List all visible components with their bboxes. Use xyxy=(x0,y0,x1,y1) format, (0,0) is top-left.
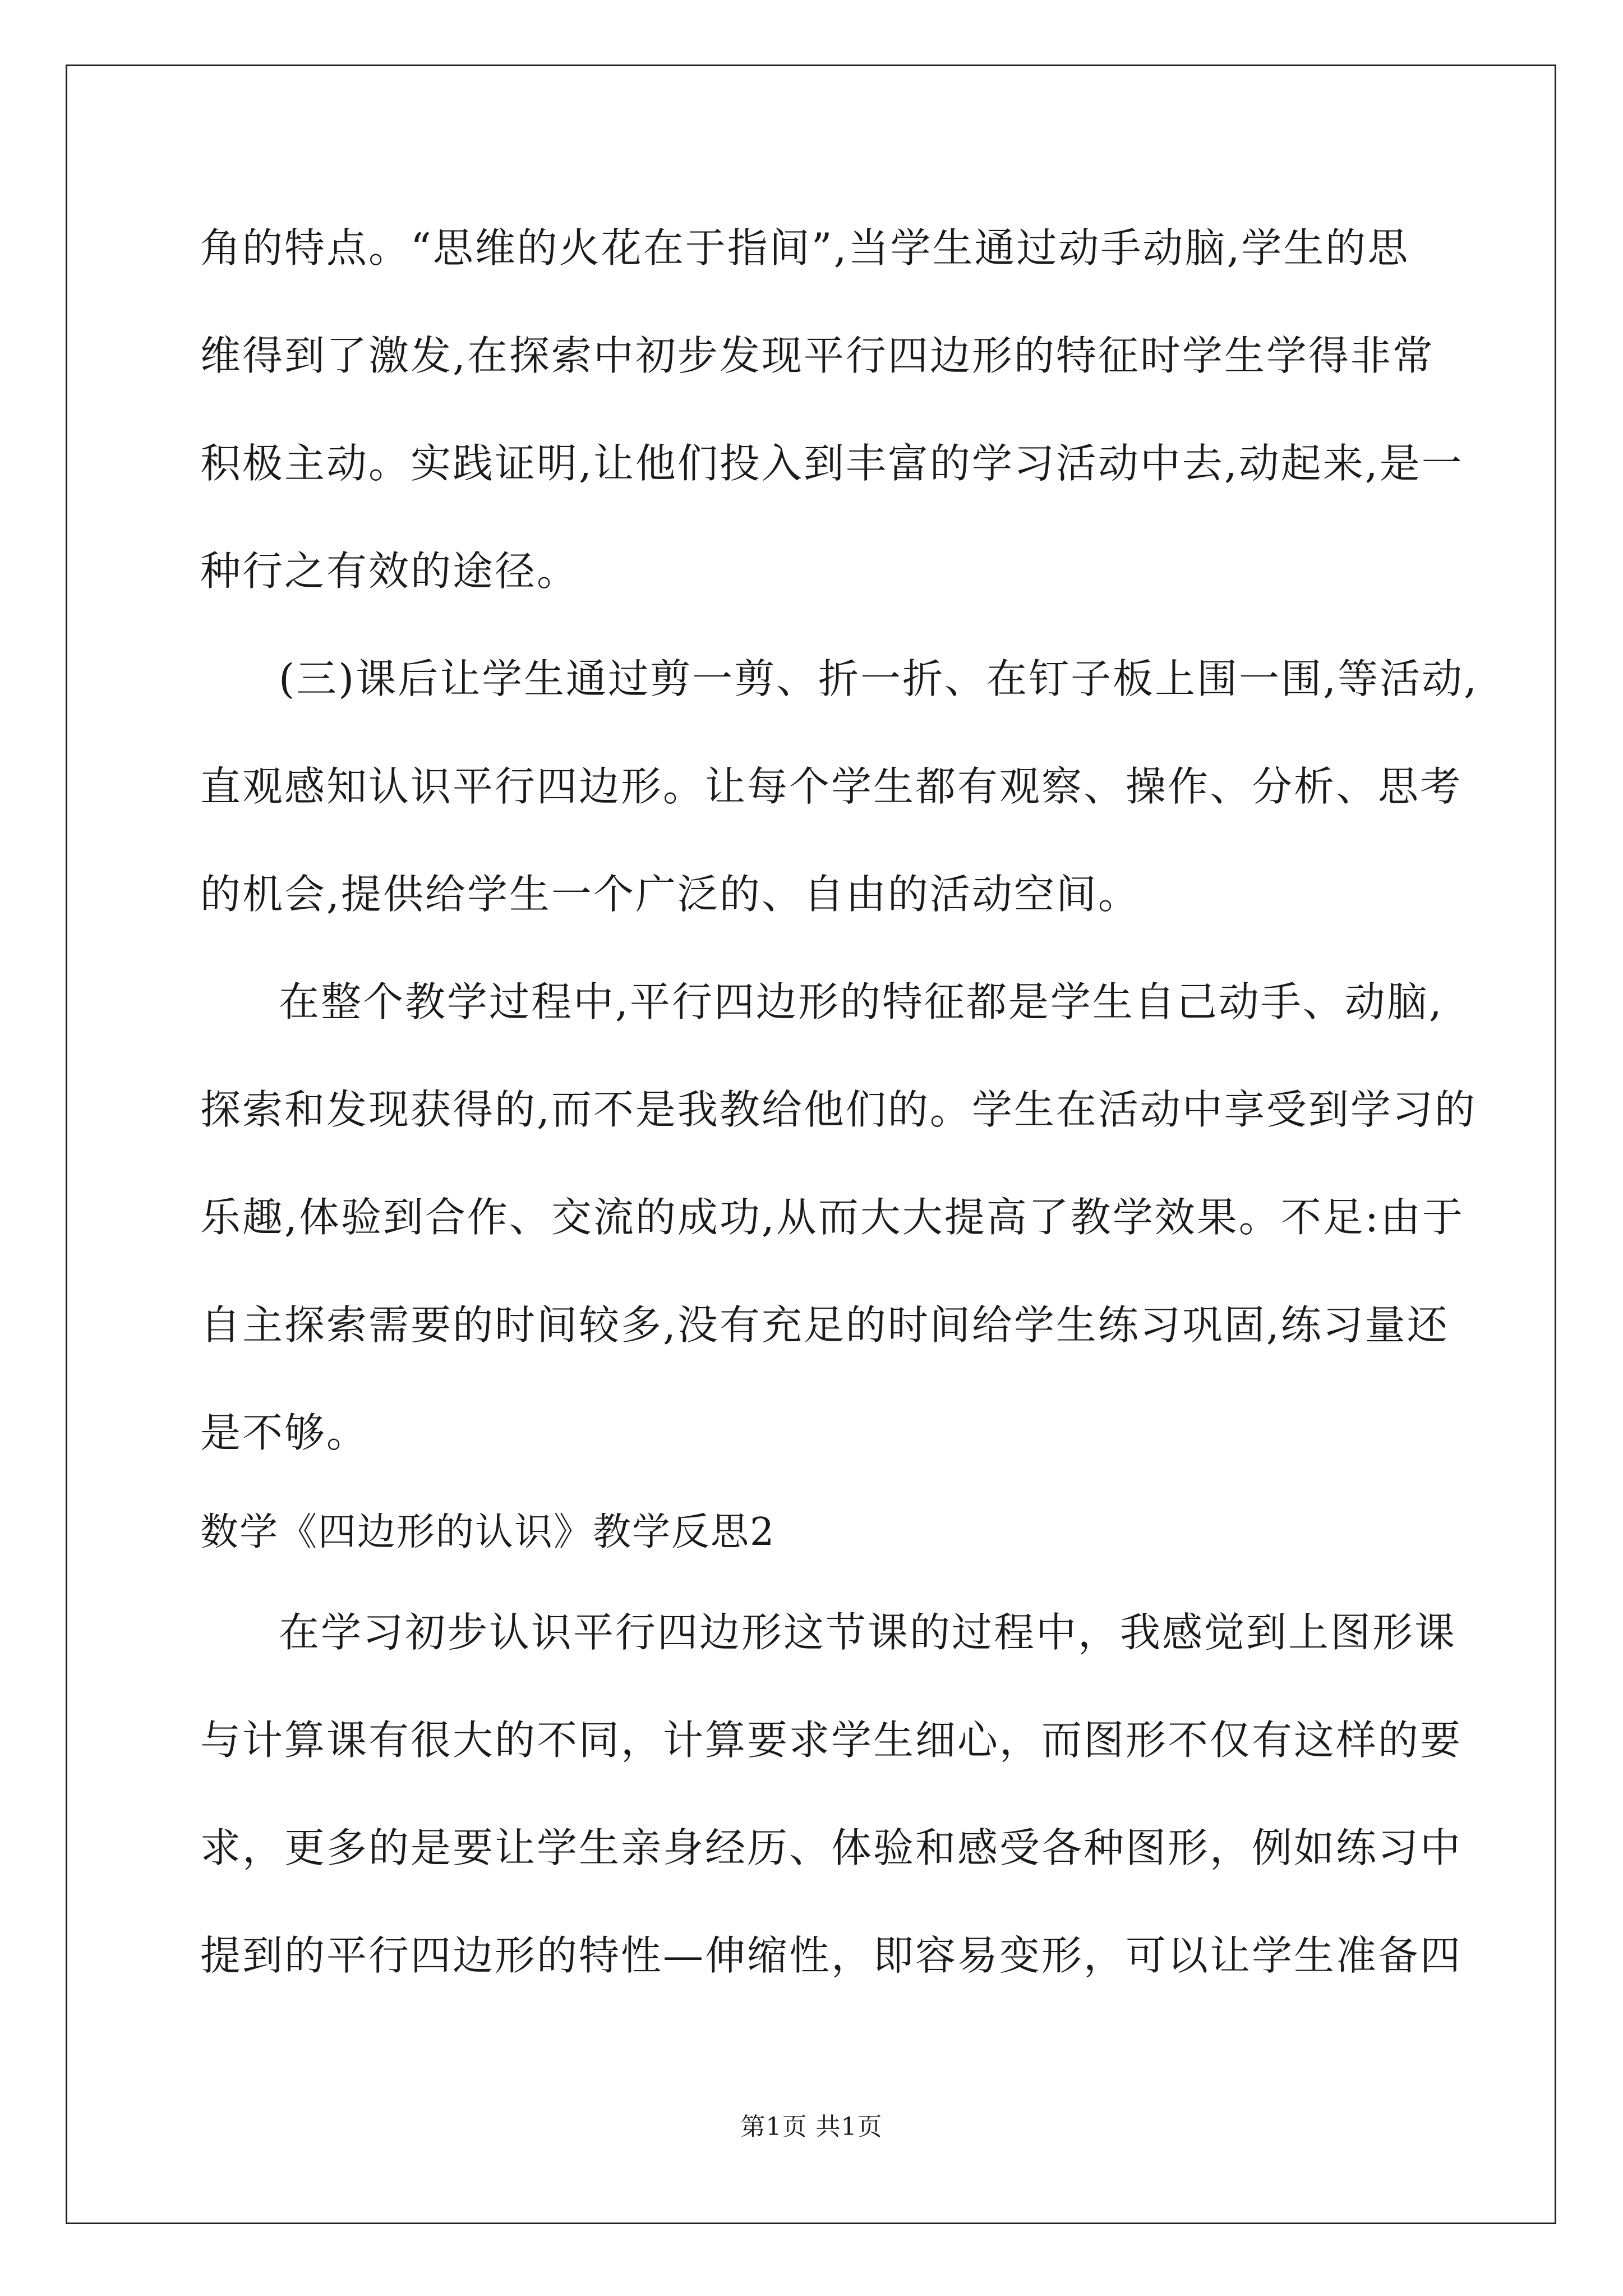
text-line: 积极主动。实践证明,让他们投入到丰富的学习活动中去,动起来,是一 xyxy=(200,440,1464,487)
text-line: 种行之有效的途径。 xyxy=(200,547,579,595)
paragraph-start-line: (三)课后让学生通过剪一剪、折一折、在钉子板上围一围,等活动, xyxy=(279,655,1478,702)
text-line: 的机会,提供给学生一个广泛的、自由的活动空间。 xyxy=(200,871,1140,918)
text-line: 探索和发现获得的,而不是我教给他们的。学生在活动中享受到学习的 xyxy=(200,1086,1477,1133)
paragraph-start-line: 在整个教学过程中,平行四边形的特征都是学生自己动手、动脑, xyxy=(279,978,1444,1025)
text-line: 是不够。 xyxy=(200,1409,369,1456)
text-line: 与计算课有很大的不同，计算要求学生细心，而图形不仅有这样的要 xyxy=(200,1717,1463,1764)
section-heading: 数学《四边形的认识》教学反思2 xyxy=(200,1510,776,1554)
paragraph-start-line: 在学习初步认识平行四边形这节课的过程中，我感觉到上图形课 xyxy=(279,1609,1457,1656)
page-border xyxy=(66,65,1556,2224)
text-line: 求，更多的是要让学生亲身经历、体验和感受各种图形，例如练习中 xyxy=(200,1824,1463,1871)
text-line: 提到的平行四边形的特性—伸缩性，即容易变形，可以让学生准备四 xyxy=(200,1932,1463,1979)
text-line: 直观感知认识平行四边形。让每个学生都有观察、操作、分析、思考 xyxy=(200,763,1463,810)
text-line: 角的特点。“思维的火花在于指间”,当学生通过动手动脑,学生的思 xyxy=(200,224,1410,272)
page-number-footer: 第1页 共1页 xyxy=(740,2113,883,2141)
text-line: 维得到了激发,在探索中初步发现平行四边形的特征时学生学得非常 xyxy=(200,332,1435,379)
text-line: 乐趣,体验到合作、交流的成功,从而大大提高了教学效果。不足:由于 xyxy=(200,1194,1465,1241)
text-line: 自主探索需要的时间较多,没有充足的时间给学生练习巩固,练习量还 xyxy=(200,1301,1449,1349)
